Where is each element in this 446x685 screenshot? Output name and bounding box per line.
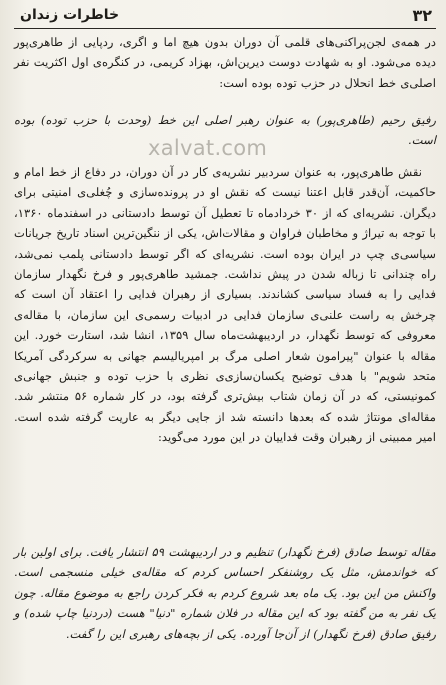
paragraph-intro: در همه‌ی لجن‌پراکنی‌های قلمی آن دوران بدون هیچ اما و اگری، ردپایی از طاهری‌پور دیده می‌شود. او به شهادت دوست دیرین‌اش، بهزاد کریمی، در کنگره‌ی اول اکثریت نفر اصلی‌ی خط انحلال در حزب توده بوده است: xyxy=(14,35,436,90)
watermark: xalvat.com xyxy=(148,136,268,160)
paragraph-main: نقش طاهری‌پور، به عنوان سردبیر نشریه‌ی کار در آن دوران، در دفاع از خط امام و حاکمیت، آن‌قدر قابل اعتنا نیست که نقش او در پرونده‌سازی و چُغلی‌ی امنیتی برای دیگران. نشریه‌ای که از ۳۰ خردادماه تا تعطیل آن توسط دادستانی در اسفندماه ۱۳۶۰، با توجه به تیراژ و مخاطبان فراوان و مقالات‌اش، یکی از ننگین‌ترین اسناد تاریخ جریانات سیاسی‌ی چپ در ایران بوده است. نشریه‌ای که اگر توسط دادستانی پلمب نمی‌شد، راه چندانی تا زباله شدن در پیش نداشت. جمشید طاهری‌پور و فرخ نگهدار سازمان فدایی را به فساد سیاسی کشاندند. بسیاری از رهبران فدایی را اعتقاد آن است که چرخش به راست علنی‌ی سازمان فدایی در ادبیات رسمی‌ی این سازمان، با مقاله‌ی معروفی که توسط نگهدار، در اردیبهشت‌ماه سال ۱۳۵۹، انشا شد، استارت خورد. این مقاله با عنوان "پیرامون شعار اصلی مرگ بر امپریالیسم جهانی به سرکردگی آمریکا متحد شویم" با هدف توضیح یکسان‌سازی‌ی نظری با حزب توده و جنبش جهانی‌ی کمونیستی، که در آن زمان شتاب بیش‌تری گرفته بود، در کار شماره ۵۶ منتشر شد. مقاله‌ای مونتاژ شده که بعدها دانسته شد از جایی دیگر به عاریت گرفته شده است. امیر ممبینی از رهبران وقت فداییان در این مورد می‌گوید: xyxy=(14,165,437,445)
quote-mombeini: مقاله توسط صادق (فرخ نگهدار) تنظیم و در اردیبهشت ۵۹ انتشار یافت. برای اولین بار که خواندمش، مثل یک روشنفکر احساس کردم که مقاله‌ی خیلی منسجمی است. واکنش من این بود. یک ماه بعد شروع کردم به فکر کردن راجع به موضوع مقاله. چون یک نفر به من گفته بود که این مقاله در فلان شماره "دنیا" هست (دردنیا چاپ شده) و رفیق صادق (فرخ نگهدار) از آن‌جا آورده. یکی از بچه‌های رهبری این را گفت. xyxy=(14,545,437,641)
quote-karimi: رفیق رحیم (طاهری‌پور) به عنوان رهبر اصلی این خط (وحدت با حزب توده) بوده است. xyxy=(14,113,436,148)
book-title: خاطرات زندان xyxy=(20,7,120,23)
header-divider xyxy=(14,28,436,29)
page-number: ۳۲ xyxy=(412,6,432,25)
running-header xyxy=(14,4,436,30)
